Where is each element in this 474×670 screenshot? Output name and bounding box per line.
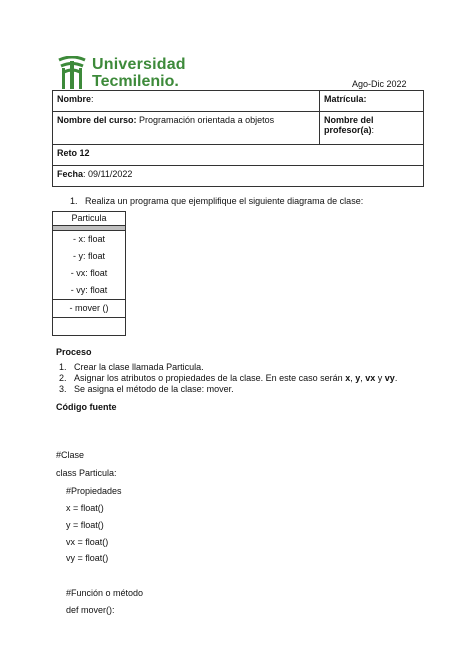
step-text: Asignar los atributos o propiedades de la clase. En este caso serán — [74, 373, 346, 383]
question-text: Realiza un programa que ejemplifique el siguiente diagrama de clase: — [85, 196, 364, 206]
sep: y — [375, 373, 385, 383]
sep: , — [360, 373, 366, 383]
uml-attribute: - vy: float — [53, 282, 126, 300]
code-line: vx = float() — [66, 537, 109, 547]
step-text: Crear la clase llamada Particula. — [74, 362, 204, 372]
list-item — [59, 384, 439, 395]
fecha-label: Fecha — [57, 169, 84, 179]
code-line: y = float() — [66, 520, 104, 530]
step-number: 2. — [59, 373, 67, 383]
uml-class-name: Particula — [53, 212, 126, 226]
code-line: #Función o método — [66, 588, 144, 598]
logo-line2: Tecmilenio. — [92, 73, 179, 90]
code-line: x = float() — [66, 503, 104, 513]
attr-y: y — [355, 373, 361, 383]
curso-cell — [53, 112, 320, 145]
list-item — [59, 362, 439, 373]
attr-vx: vx — [365, 373, 376, 383]
proceso-steps — [59, 362, 439, 395]
uml-attribute: - vx: float — [53, 265, 126, 282]
question-number: 1. — [70, 196, 78, 206]
code-line: class Particula: — [56, 468, 117, 478]
nombre-suffix: : — [91, 94, 94, 104]
nombre-cell — [53, 91, 320, 112]
nombre-label: Nombre — [57, 94, 92, 104]
profesor-cell — [320, 112, 424, 145]
student-info-table — [52, 90, 424, 187]
end: . — [394, 373, 398, 383]
code-line: vy = float() — [66, 553, 109, 563]
curso-value: Programación orientada a objetos — [136, 115, 275, 125]
profesor-suffix: : — [371, 125, 375, 135]
reto-cell: Reto 12 — [53, 145, 424, 166]
proceso-heading: Proceso — [56, 347, 92, 357]
logo-line1: Universidad — [92, 56, 186, 73]
uml-empty-row — [53, 318, 126, 336]
matricula-cell: Matrícula: — [320, 91, 424, 112]
code-line: #Propiedades — [66, 486, 122, 496]
list-item — [59, 373, 439, 384]
attr-vy: vy — [384, 373, 395, 383]
step-number: 1. — [59, 362, 67, 372]
uml-attribute: - x: float — [53, 231, 126, 249]
code-line: #Clase — [56, 450, 85, 460]
uml-method: - mover () — [53, 300, 126, 318]
fecha-value: : 09/11/2022 — [83, 169, 133, 179]
period-label: Ago-Dic 2022 — [352, 79, 407, 89]
university-logo — [56, 56, 186, 92]
step-text: Se asigna el método de la clase: mover. — [74, 384, 234, 394]
tecmilenio-emblem-icon — [56, 56, 88, 90]
profesor-label: Nombre del profesor(a) — [324, 115, 374, 135]
uml-class-diagram — [52, 211, 126, 336]
code-line: def mover(): — [66, 605, 115, 615]
attr-x: x — [345, 373, 351, 383]
fecha-cell — [53, 166, 424, 187]
question-1 — [70, 196, 363, 206]
curso-label: Nombre del curso: — [57, 115, 137, 125]
step-number: 3. — [59, 384, 67, 394]
uml-attribute: - y: float — [53, 248, 126, 265]
codigo-heading: Código fuente — [56, 402, 117, 412]
sep: , — [350, 373, 356, 383]
